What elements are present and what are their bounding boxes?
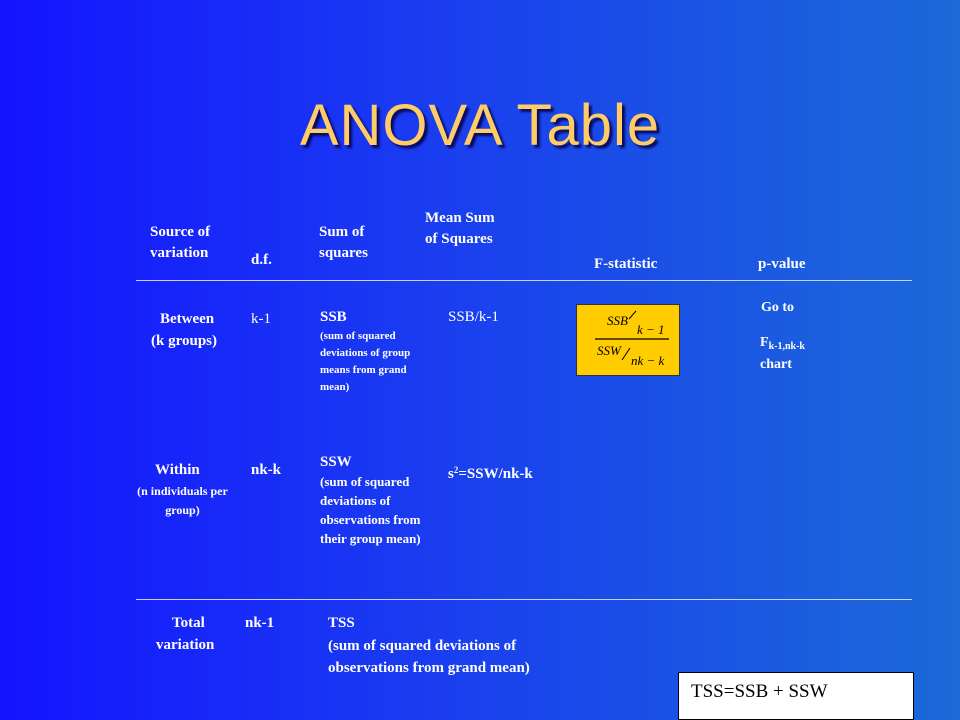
header-f: F-statistic [594, 256, 658, 272]
total-df: nk-1 [245, 615, 275, 631]
total-ss-desc: (sum of squared deviations of observations from grand mean) [328, 638, 530, 676]
p-f-letter: F [760, 335, 769, 350]
header-p: p-value [758, 256, 806, 272]
within-ms-sup: 2 [453, 465, 459, 475]
p-f-subscript: k-1,nk-k [768, 341, 805, 352]
total-source: Total [172, 615, 205, 631]
f-statistic-formula [576, 304, 680, 376]
between-df: k-1 [251, 311, 271, 327]
within-ms-s: s [448, 466, 454, 482]
within-ms [448, 460, 533, 484]
within-ms-rest: =SSW/nk-k [458, 466, 533, 482]
f-num-bottom: k − 1 [637, 322, 665, 337]
header-source: Source of variation [150, 224, 211, 261]
total-divider [136, 599, 912, 600]
f-den-top: SSW [597, 343, 621, 358]
within-ss-label: SSW [320, 454, 352, 470]
header-divider [136, 280, 912, 281]
total-ss-label: TSS [328, 615, 355, 631]
tss-identity-box: TSS=SSB + SSW [678, 672, 914, 720]
between-source: Between [160, 311, 215, 327]
within-df: nk-k [251, 462, 282, 478]
total-source-sub: variation [156, 637, 215, 653]
within-ss-desc: (sum of squared deviations of observations from their group mean) [320, 474, 421, 546]
between-ss-label: SSB [320, 309, 347, 325]
f-formula-graphic [577, 305, 679, 375]
within-source-sub: (n individuals per group) [137, 484, 228, 517]
f-num-top: SSB [607, 313, 628, 328]
between-ss-desc: (sum of squared deviations of group means from grand mean) [320, 330, 411, 393]
header-ss: Sum of squares [319, 224, 368, 261]
p-chart: chart [760, 357, 792, 372]
between-ms: SSB/k-1 [448, 309, 499, 325]
within-source: Within [155, 462, 200, 478]
between-source-sub: (k groups) [151, 333, 217, 349]
slide-title: ANOVA Table [299, 93, 661, 158]
p-f-dist [760, 333, 805, 357]
p-go-to: Go to [761, 300, 795, 315]
header-df: d.f. [251, 252, 272, 268]
f-den-bottom: nk − k [631, 353, 665, 368]
header-ms: Mean Sum of Squares [425, 210, 495, 247]
